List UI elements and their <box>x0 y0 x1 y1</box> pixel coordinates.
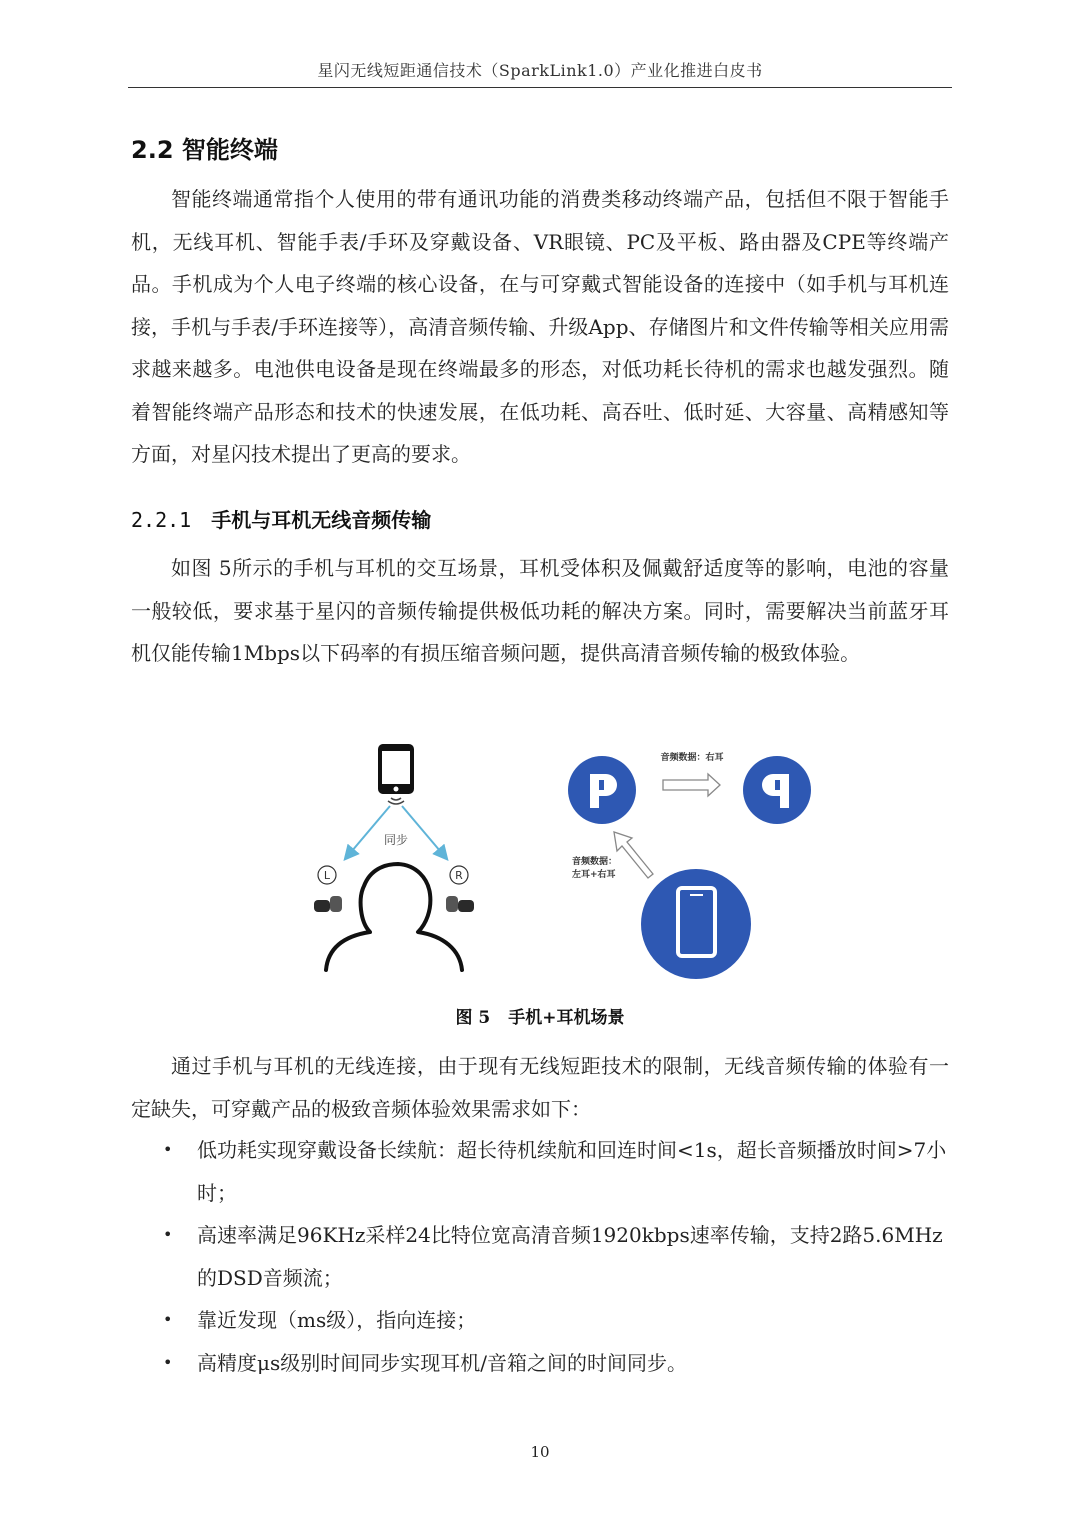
section-heading: 2.2 智能终端 <box>131 136 278 164</box>
list-item <box>131 1299 949 1342</box>
right-earbud-circle <box>743 756 811 824</box>
figure-number: 图 5 <box>455 1008 491 1028</box>
transfer-arrow-right-icon <box>663 774 720 796</box>
bullet-icon: • <box>163 1310 173 1329</box>
right-ear-marker <box>450 866 468 884</box>
list-item-text: 高精度μs级别时间同步实现耳机/音箱之间的时间同步。 <box>197 1350 687 1375</box>
sync-arrow-left <box>346 806 390 858</box>
left-earbud-circle <box>568 756 636 824</box>
diag-arrow-label-2: 左耳+右耳 <box>572 870 616 880</box>
subsection-paragraph: 如图 5所示的手机与耳机的交互场景，耳机受体积及佩戴舒适度等的影响，电池的容量一般较低，要求基于星闪的音频传输提供极低功耗的解决方案。同时，需要解决当前蓝牙耳机仅能传输1Mbps以下码率的有损压缩音频问题，提供高清音频传输的极致体验。 <box>131 556 949 665</box>
list-item <box>131 1342 949 1385</box>
sync-arrow-right <box>402 806 446 858</box>
requirements-intro: 通过手机与耳机的无线连接，由于现有无线短距技术的限制，无线音频传输的体验有一定缺失，可穿戴产品的极致音频体验效果需求如下： <box>131 1054 949 1121</box>
subsection-heading <box>131 504 431 533</box>
subsection-number: 2.2.1 <box>131 508 192 532</box>
page-number: 10 <box>530 1443 550 1461</box>
section-paragraph: 智能终端通常指个人使用的带有通讯功能的消费类移动终端产品，包括但不限于智能手机，无线耳机、智能手表/手环及穿戴设备、VR眼镜、PC及平板、路由器及CPE等终端产品。手机成为个人电子终端的核心设备，在与可穿戴式智能设备的连接中（如手机与耳机连接，手机与手表/手环连接等），高清音频传输、升级App、存储图片和文件传输等相关应用需求越来越多。电池供电设备是现在终端最多的形态，对低功耗长待机的需求也越发强烈。随着智能终端产品形态和技术的快速发展，在低功耗、高吞吐、低时延、大容量、高精感知等方面，对星闪技术提出了更高的要求。 <box>131 187 949 466</box>
requirements-list <box>131 1129 949 1384</box>
transfer-arrow-diagonal-icon <box>614 832 653 878</box>
left-diagram <box>314 744 474 970</box>
phone-circle <box>641 869 751 979</box>
diag-arrow-label-1: 音频数据： <box>572 857 618 867</box>
sync-label: 同步 <box>383 833 409 847</box>
figure-caption-text: 手机+耳机场景 <box>508 1008 625 1028</box>
running-header: 星闪无线短距通信技术（SparkLink1.0）产业化推进白皮书 <box>317 61 763 80</box>
figure-caption <box>0 1003 1080 1028</box>
left-earbud-icon <box>314 896 342 912</box>
list-item <box>131 1214 949 1299</box>
wireless-signal-icon <box>388 798 404 804</box>
list-item-text: 低功耗实现穿戴设备长续航：超长待机续航和回连时间<1s，超长音频播放时间>7小时； <box>197 1138 947 1205</box>
bullet-icon: • <box>163 1140 173 1159</box>
right-diagram <box>568 751 811 979</box>
left-ear-marker <box>318 866 336 884</box>
bullet-icon: • <box>163 1225 173 1244</box>
list-item <box>131 1129 949 1214</box>
bullet-icon: • <box>163 1352 173 1372</box>
left-ear-label: L <box>323 869 331 882</box>
figure-phone-earbuds <box>300 738 820 988</box>
subsection-title: 手机与耳机无线音频传输 <box>211 508 432 532</box>
right-ear-label: R <box>455 869 463 882</box>
list-item-text: 高速率满足96KHz采样24比特位宽高清音频1920kbps速率传输，支持2路5.6MHz的DSD音频流； <box>197 1223 943 1290</box>
person-silhouette <box>323 864 462 970</box>
list-item-text: 靠近发现（ms级），指向连接； <box>197 1308 477 1332</box>
right-earbud-icon <box>446 896 474 912</box>
phone-icon <box>378 744 414 794</box>
top-arrow-label: 音频数据：右耳 <box>660 753 724 763</box>
header-rule <box>128 87 952 88</box>
